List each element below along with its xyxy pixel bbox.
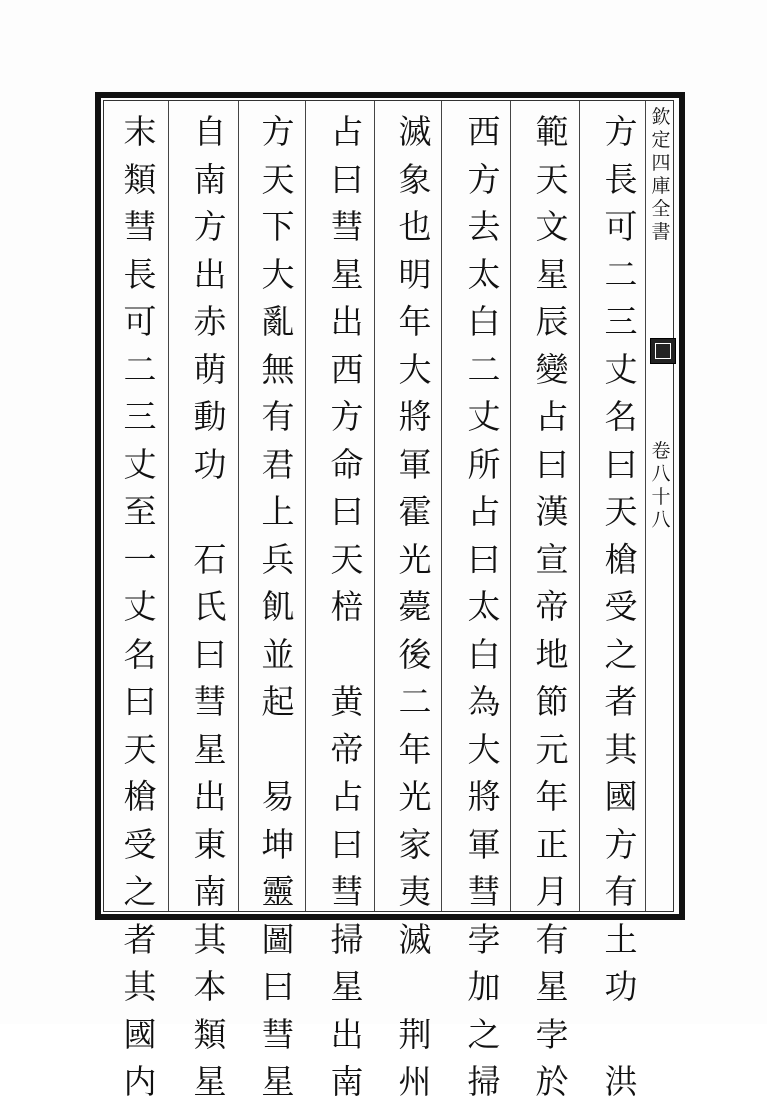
- inner-border: [103, 100, 674, 912]
- column-rule: [510, 101, 511, 911]
- column-rule: [579, 101, 580, 911]
- text-column: 方 長 可 二 三 丈 名 曰 天 槍 受 之 者 其 國 方 有 土 功 洪: [604, 112, 638, 1101]
- segment-gap: [603, 1011, 639, 1059]
- text-column: 範 天 文 星 辰 變 占 曰 漢 宣 帝 地 節 元 年 正 月 有 星 孛 於: [535, 112, 569, 1101]
- fishtail-mark: [650, 338, 676, 364]
- text-column: 末 類 彗 長 可 二 三 丈 至 一 丈 名 曰 天 槍 受 之 者 其 國 内: [123, 112, 157, 1101]
- text-column: 占 曰 彗 星 出 西 方 命 曰 天 棓 黄 帝 占 曰 彗 掃 星 出 南: [330, 112, 364, 1101]
- segment-gap: [192, 488, 228, 536]
- column-rule: [168, 101, 169, 911]
- column-rule: [238, 101, 239, 911]
- text-column: 自 南 方 出 赤 萌 動 功 石 氏 曰 彗 星 出 東 南 其 本 類 星: [193, 112, 227, 1101]
- column-rule: [441, 101, 442, 911]
- margin-book-title: 欽 定 四 庫 全 書: [651, 106, 671, 243]
- text-column: 滅 象 也 明 年 大 將 軍 霍 光 薨 後 二 年 光 家 夷 滅 荆 州: [398, 112, 432, 1101]
- segment-gap: [329, 631, 365, 679]
- column-rule: [305, 101, 306, 911]
- segment-gap: [397, 963, 433, 1011]
- column-rule: [374, 101, 375, 911]
- segment-gap: [260, 726, 296, 774]
- text-column: 西 方 去 太 白 二 丈 所 占 曰 太 白 為 大 將 軍 彗 孛 加 之 掃: [467, 112, 501, 1101]
- text-column: 方 天 下 大 亂 無 有 君 上 兵 飢 並 起 易 坤 靈 圖 曰 彗 星: [261, 112, 295, 1101]
- margin-volume-label: 卷 八 十 八: [651, 440, 671, 531]
